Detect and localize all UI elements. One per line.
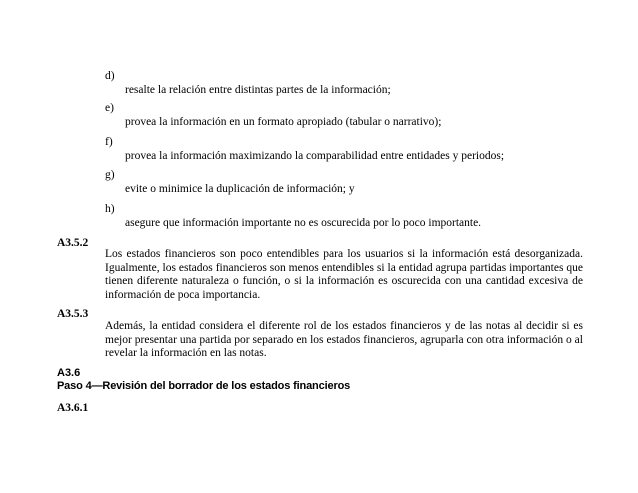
list-item-d: resalte la relación entre distintas partes de la información; bbox=[125, 84, 391, 96]
list-letter-e: e) bbox=[105, 102, 114, 114]
paragraph-number: A3.5.2 bbox=[57, 237, 89, 249]
subsection-number: A3.6.1 bbox=[57, 402, 89, 414]
section-number: A3.6 bbox=[57, 367, 81, 379]
list-item-h: asegure que información importante no es oscurecida por lo poco importante. bbox=[125, 217, 482, 229]
list-letter-d: d) bbox=[105, 70, 115, 82]
list-letter-g: g) bbox=[105, 169, 115, 181]
list-item-g: evite o minimice la duplicación de información; y bbox=[125, 183, 355, 195]
paragraph-text: Los estados financieros son poco entendibles para los usuarios si la información está desorganizada. Igualmente, los estados financieros son menos entendibles si la entidad agrupa partidas importantes que tienen diferente naturaleza o función, o si la información es oscurecida con una cantidad excesiva de información de poca importancia. bbox=[105, 248, 583, 301]
list-letter-f: f) bbox=[105, 136, 113, 148]
list-item-e: provea la información en un formato apropiado (tabular o narrativo); bbox=[125, 116, 442, 128]
list-letter-h: h) bbox=[105, 203, 115, 215]
paragraph-number: A3.5.3 bbox=[57, 308, 89, 320]
list-item-f: provea la información maximizando la comparabilidad entre entidades y periodos; bbox=[125, 150, 505, 162]
paragraph-text: Además, la entidad considera el diferente rol de los estados financieros y de las notas al decidir si es mejor presentar una partida por separado en los estados financieros, agruparla con otra información o al revelar la información en las notas. bbox=[105, 320, 583, 360]
section-title: Paso 4—Revisión del borrador de los estados financieros bbox=[57, 380, 351, 392]
